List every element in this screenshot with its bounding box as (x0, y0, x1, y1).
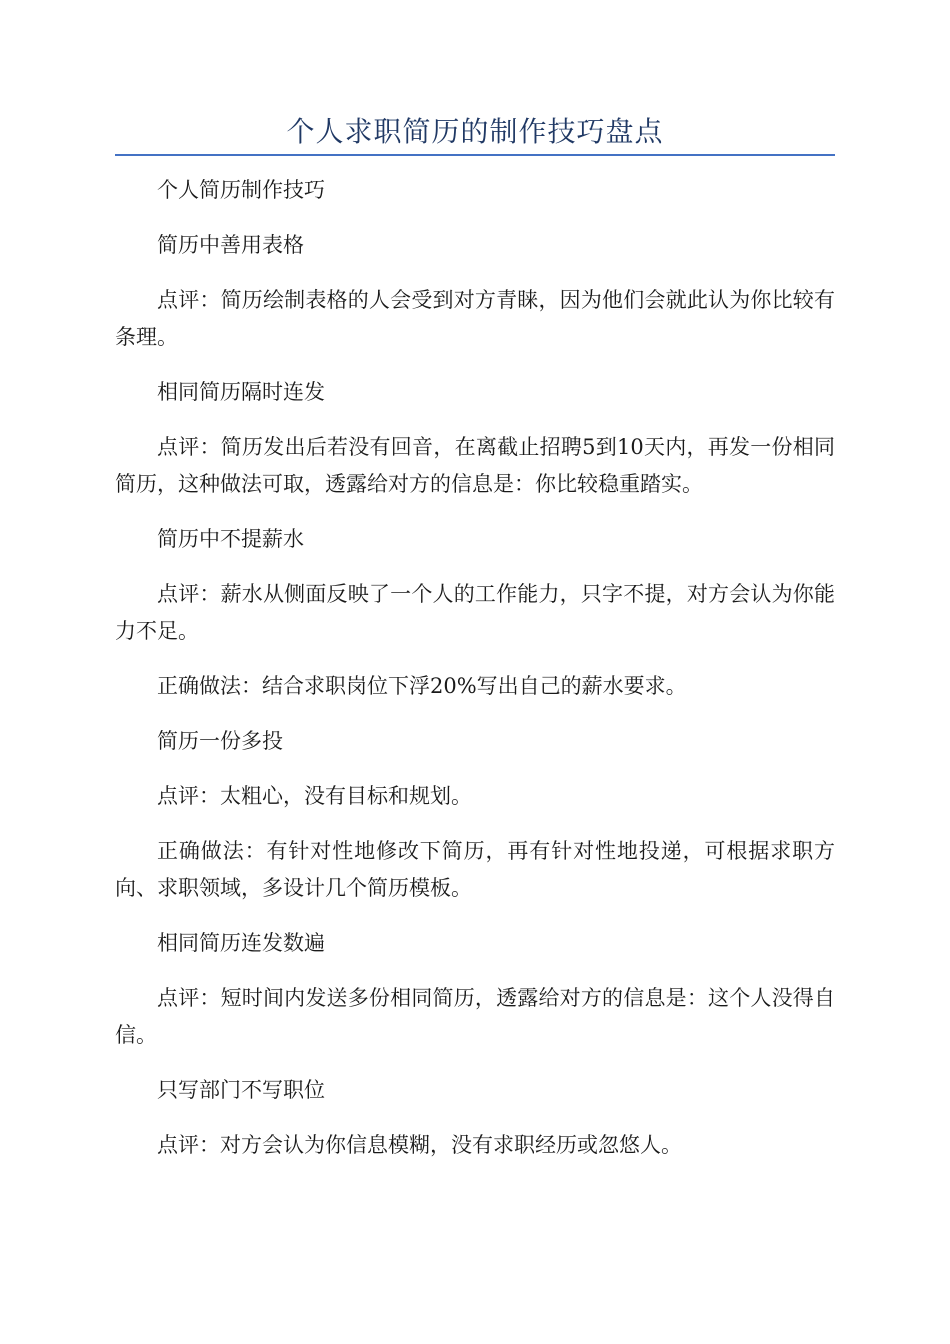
tip-heading: 简历中不提薪水 (157, 527, 304, 551)
section-heading: 个人简历制作技巧 (157, 178, 325, 202)
tip-heading: 相同简历连发数遍 (157, 931, 325, 955)
tip-comment: 点评：太粗心，没有目标和规划。 (157, 784, 472, 808)
tip-comment: 点评：简历绘制表格的人会受到对方青睐，因为他们会就此认为你比较有条理。 (115, 288, 835, 349)
tip-heading: 简历一份多投 (157, 729, 283, 753)
tip-comment: 点评：薪水从侧面反映了一个人的工作能力，只字不提，对方会认为你能力不足。 (115, 582, 835, 643)
document-body (115, 172, 835, 1182)
tip-comment: 点评：简历发出后若没有回音，在离截止招聘5到10天内，再发一份相同简历，这种做法可取，透露给对方的信息是：你比较稳重踏实。 (115, 435, 835, 496)
tip-comment: 点评：对方会认为你信息模糊，没有求职经历或忽悠人。 (157, 1133, 682, 1157)
title-underline (115, 154, 835, 156)
tip-correct-practice: 正确做法：有针对性地修改下简历，再有针对性地投递，可根据求职方向、求职领域，多设计几个简历模板。 (115, 839, 835, 900)
tip-comment: 点评：短时间内发送多份相同简历，透露给对方的信息是：这个人没得自信。 (115, 986, 835, 1047)
document-title: 个人求职简历的制作技巧盘点 (286, 115, 664, 148)
tip-heading: 相同简历隔时连发 (157, 380, 325, 404)
tip-heading: 只写部门不写职位 (157, 1078, 325, 1102)
tip-heading: 简历中善用表格 (157, 233, 304, 257)
tip-correct-practice: 正确做法：结合求职岗位下浮20%写出自己的薪水要求。 (157, 674, 687, 698)
